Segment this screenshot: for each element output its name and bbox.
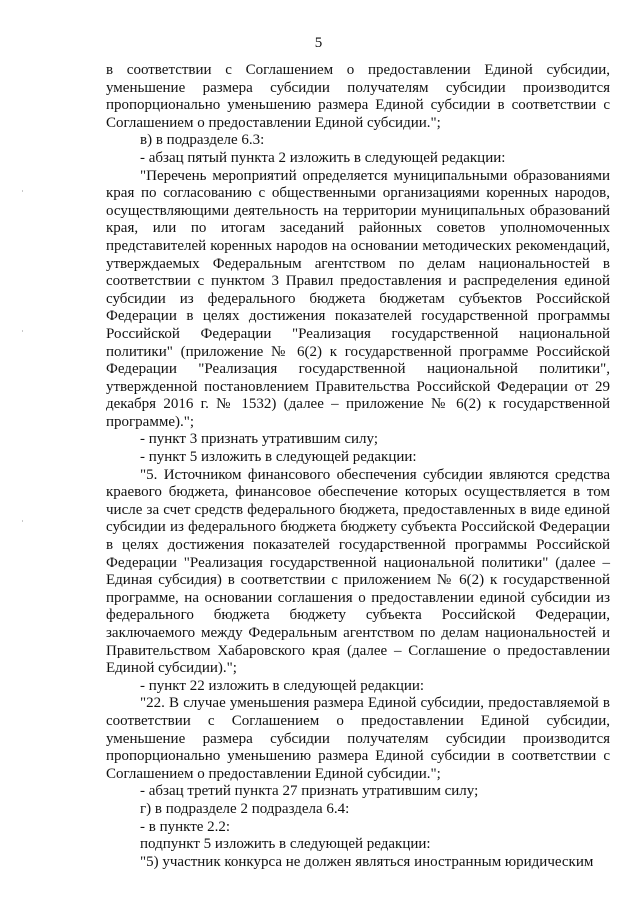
document-paragraph: в) в подразделе 6.3:	[140, 132, 265, 149]
scan-speck	[22, 330, 23, 332]
document-paragraph: подпункт 5 изложить в следующей редакции:	[140, 836, 431, 853]
document-paragraph: - в пункте 2.2:	[140, 818, 231, 835]
scan-speck	[22, 520, 23, 522]
page-number: 5	[314, 35, 323, 51]
document-paragraph: "5) участник конкурса не должен являться иностранным юридическим	[140, 853, 594, 870]
document-paragraph: "5. Источником финансового обеспечения субсидии являются средства краевого бюджета, финансовое обеспечение которых осуществляется в том числе за счет средств федерального бюджета, предоставленных в виде единой субсидии из федерального бюджета бюджету субъекта Российской Федерации в целях достижения показателей государственной программы Российской Федерации "Реализация государственной национальной политики" (далее – Единая субсидия) в соответствии с приложением № 6(2) к государственной программе, на основании соглашения о предоставлении единой субсидии из федерального бюджета бюджету субъекта Российской Федерации, заключаемого между Федеральным агентством по делам национальностей и Правительством Хабаровского края (далее – Соглашение о предоставлении Единой субсидии).";	[106, 466, 610, 677]
document-paragraph: "22. В случае уменьшения размера Единой субсидии, предоставляемой в соответствии с Соглашением о предоставлении Единой субсидии, уменьшение размера субсидии получателям субсидии производится пропорционально уменьшению размера Единой субсидии в соответствии с Соглашением о предоставлении Единой субсидии.";	[106, 695, 610, 782]
document-paragraph: - пункт 22 изложить в следующей редакции:	[140, 677, 425, 694]
document-paragraph: "Перечень мероприятий определяется муниципальными образованиями края по согласованию с общественными организациями коренных народов, осуществляющими деятельность на территории муниципальных образований края, или по итогам заседаний районных советов уполномоченных представителей коренных народов на основании методических рекомендаций, утверждаемых Федеральным агентством по делам национальностей в соответствии с пунктом 3 Правил предоставления и распределения единой субсидии из федерального бюджета бюджетам субъектов Российской Федерации в целях достижения показателей государственной программы Российской Федерации "Реализация государственной национальной политики" (приложение № 6(2) к государственной программе Российской Федерации "Реализация государственной национальной политики", утвержденной постановлением Правительства Российской Федерации от 29 декабря 2016 г. № 1532) (далее – приложение № 6(2) к государственной программе).";	[106, 167, 610, 430]
document-paragraph: г) в подразделе 2 подраздела 6.4:	[140, 800, 350, 817]
document-paragraph: - абзац третий пункта 27 признать утратившим силу;	[140, 783, 479, 800]
document-paragraph: - абзац пятый пункта 2 изложить в следующей редакции:	[140, 149, 506, 166]
document-paragraph: - пункт 3 признать утратившим силу;	[140, 431, 379, 448]
document-paragraph: - пункт 5 изложить в следующей редакции:	[140, 449, 417, 466]
document-paragraph: в соответствии с Соглашением о предоставлении Единой субсидии, уменьшение размера субсидии получателям субсидии производится пропорционально уменьшению размера Единой субсидии в соответствии с Соглашением о предоставлении Единой субсидии.";	[106, 62, 610, 131]
scan-speck	[22, 190, 23, 192]
document-body	[106, 62, 610, 871]
